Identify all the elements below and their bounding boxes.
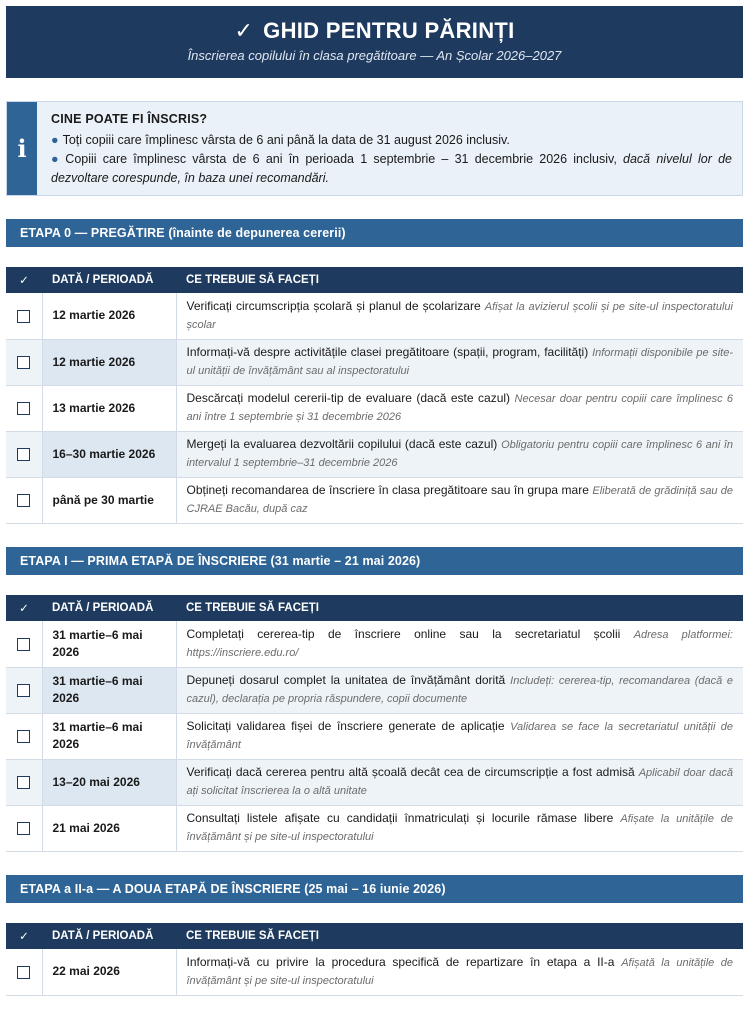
table-row — [6, 759, 743, 805]
checkbox-cell — [6, 293, 42, 339]
row-note: Afișate la unitățile de învățământ și pe site-ul inspectoratului — [186, 813, 733, 843]
checkbox-cell — [6, 667, 42, 713]
stage-2-table — [6, 923, 743, 996]
task-checkbox[interactable] — [17, 494, 30, 507]
bullet-icon: ● — [51, 152, 62, 166]
eligibility-title: CINE POATE FI ÎNSCRIS? — [51, 112, 208, 126]
eligibility-box — [6, 101, 743, 196]
header-task: CE TREBUIE SĂ FACEȚI — [176, 595, 743, 621]
row-date: 31 martie–6 mai 2026 — [42, 667, 176, 713]
row-task — [176, 621, 743, 667]
header-check-icon: ✓ — [6, 923, 42, 949]
table-row — [6, 385, 743, 431]
task-checkbox[interactable] — [17, 966, 30, 979]
row-note: Informații disponibile pe site-ul unității de învățământ sau al inspectoratului — [186, 347, 733, 377]
eligibility-bullet-2-text: Copiii care împlinesc vârsta de 6 ani în perioada 1 septembrie – 31 decembrie 2026 inclusiv, — [65, 152, 624, 166]
table-row — [6, 621, 743, 667]
header-date: DATĂ / PERIOADĂ — [42, 267, 176, 293]
table-row — [6, 293, 743, 339]
row-date: 12 martie 2026 — [42, 339, 176, 385]
row-task-text: Completați cererea-tip de înscriere online sau la secretariatul școlii — [186, 626, 621, 641]
row-task-text: Descărcați modelul cererii-tip de evaluare (dacă este cazul) — [186, 391, 511, 405]
table-row — [6, 667, 743, 713]
table-row — [6, 713, 743, 759]
header-check-icon: ✓ — [6, 595, 42, 621]
checkbox-cell — [6, 949, 42, 995]
row-note: Necesar doar pentru copiii care împlinesc 6 ani între 1 septembrie și 31 decembrie 2026 — [186, 393, 734, 423]
row-task — [176, 667, 743, 713]
row-note: Eliberată de grădiniță sau de CJRAE Bacău, după caz — [186, 485, 733, 515]
row-date: 22 mai 2026 — [42, 949, 176, 995]
task-checkbox[interactable] — [17, 356, 30, 369]
row-date: 21 mai 2026 — [42, 805, 176, 851]
stage-1-table — [6, 595, 743, 852]
row-task-text: Verificați dacă cererea pentru altă școală decât cea de circumscripție a fost admisă — [186, 765, 635, 779]
stage-2-banner: ETAPA a II-a — A DOUA ETAPĂ DE ÎNSCRIERE (25 mai – 16 iunie 2026) — [6, 875, 743, 903]
header-check-icon: ✓ — [6, 267, 42, 293]
header-date: DATĂ / PERIOADĂ — [42, 595, 176, 621]
task-checkbox[interactable] — [17, 730, 30, 743]
stage-0-banner: ETAPA 0 — PREGĂTIRE (înainte de depunerea cererii) — [6, 219, 743, 247]
check-icon: ✓ — [234, 18, 254, 43]
row-note: Adresa platformei: https://inscriere.edu.ro/ — [186, 628, 733, 659]
row-date: 31 martie–6 mai 2026 — [42, 713, 176, 759]
row-task — [176, 339, 743, 385]
checkbox-cell — [6, 339, 42, 385]
checkbox-cell — [6, 431, 42, 477]
row-date: 12 martie 2026 — [42, 293, 176, 339]
row-task — [176, 759, 743, 805]
row-task-text: Solicitați validarea fișei de înscriere generate de aplicație — [186, 719, 505, 733]
checkbox-cell — [6, 621, 42, 667]
row-note: Afișată la unitățile de învățământ și pe site-ul inspectoratului — [186, 956, 733, 987]
checkbox-cell — [6, 805, 42, 851]
page-subtitle: Înscrierea copilului în clasa pregătitoare — An Școlar 2026–2027 — [187, 48, 562, 63]
eligibility-content — [51, 112, 732, 188]
task-checkbox[interactable] — [17, 684, 30, 697]
task-checkbox[interactable] — [17, 448, 30, 461]
header-task: CE TREBUIE SĂ FACEȚI — [176, 267, 743, 293]
row-task — [176, 949, 743, 995]
checkbox-cell — [6, 759, 42, 805]
task-checkbox[interactable] — [17, 402, 30, 415]
row-task — [176, 385, 743, 431]
task-checkbox[interactable] — [17, 310, 30, 323]
eligibility-bullet-1-text: Toți copiii care împlinesc vârsta de 6 ani până la data de 31 august 2026 inclusiv. — [62, 133, 510, 147]
row-task — [176, 713, 743, 759]
row-task-text: Informați-vă despre activitățile clasei pregătitoare (spații, program, facilități) — [186, 345, 589, 359]
task-checkbox[interactable] — [17, 638, 30, 651]
checkbox-cell — [6, 713, 42, 759]
header-date: DATĂ / PERIOADĂ — [42, 923, 176, 949]
page-title-text: GHID PENTRU PĂRINȚI — [263, 18, 515, 43]
table-row — [6, 477, 743, 523]
row-task-text: Verificați circumscripția școlară și planul de școlarizare — [186, 298, 481, 313]
row-task — [176, 431, 743, 477]
row-task-text: Informați-vă cu privire la procedura specifică de repartizare în etapa a II-a — [186, 954, 615, 969]
table-row — [6, 805, 743, 851]
row-task-text: Consultați listele afișate cu candidații înmatriculați și locurile rămase libere — [186, 811, 614, 825]
row-task — [176, 477, 743, 523]
eligibility-bullet-2-emphasis: dacă nivelul lor de dezvoltare corespunde, în baza unei recomandări. — [51, 152, 732, 185]
stage-1-banner: ETAPA I — PRIMA ETAPĂ DE ÎNSCRIERE (31 martie – 21 mai 2026) — [6, 547, 743, 575]
table-row — [6, 431, 743, 477]
row-task — [176, 805, 743, 851]
row-date: 16–30 martie 2026 — [42, 431, 176, 477]
table-row — [6, 949, 743, 995]
row-task — [176, 293, 743, 339]
row-task-text: Depuneți dosarul complet la unitatea de învățământ dorită — [186, 673, 506, 687]
row-note: Includeți: cererea-tip, recomandarea (dacă e cazul), declarația pe propria răspundere, copii documente — [186, 675, 733, 705]
bullet-icon: ● — [51, 133, 59, 147]
page-title — [6, 6, 743, 48]
row-task-text: Obțineți recomandarea de înscriere în clasa pregătitoare sau în grupa mare — [186, 483, 589, 497]
header-task: CE TREBUIE SĂ FACEȚI — [176, 923, 743, 949]
info-bar — [7, 102, 37, 195]
table-row — [6, 339, 743, 385]
row-note: Validarea se face la secretariatul unității de învățământ — [186, 721, 733, 751]
row-note: Obligatoriu pentru copiii care împlinesc 6 ani în intervalul 1 septembrie–31 decembrie 2026 — [186, 439, 733, 469]
page-header — [6, 6, 743, 78]
row-date: 13–20 mai 2026 — [42, 759, 176, 805]
eligibility-bullet-2 — [51, 150, 732, 188]
row-date: 13 martie 2026 — [42, 385, 176, 431]
info-icon: i — [17, 134, 27, 163]
eligibility-bullet-1 — [51, 131, 732, 150]
row-task-text: Mergeți la evaluarea dezvoltării copilului (dacă este cazul) — [186, 437, 498, 451]
task-checkbox[interactable] — [17, 776, 30, 789]
row-date: 31 martie–6 mai 2026 — [42, 621, 176, 667]
task-checkbox[interactable] — [17, 822, 30, 835]
checkbox-cell — [6, 385, 42, 431]
row-date: până pe 30 martie — [42, 477, 176, 523]
row-note: Aplicabil doar dacă ați solicitat înscrierea la o altă unitate — [186, 767, 733, 797]
row-note: Afișat la avizierul școlii și pe site-ul inspectoratului școlar — [186, 300, 733, 331]
checkbox-cell — [6, 477, 42, 523]
stage-0-table — [6, 267, 743, 524]
